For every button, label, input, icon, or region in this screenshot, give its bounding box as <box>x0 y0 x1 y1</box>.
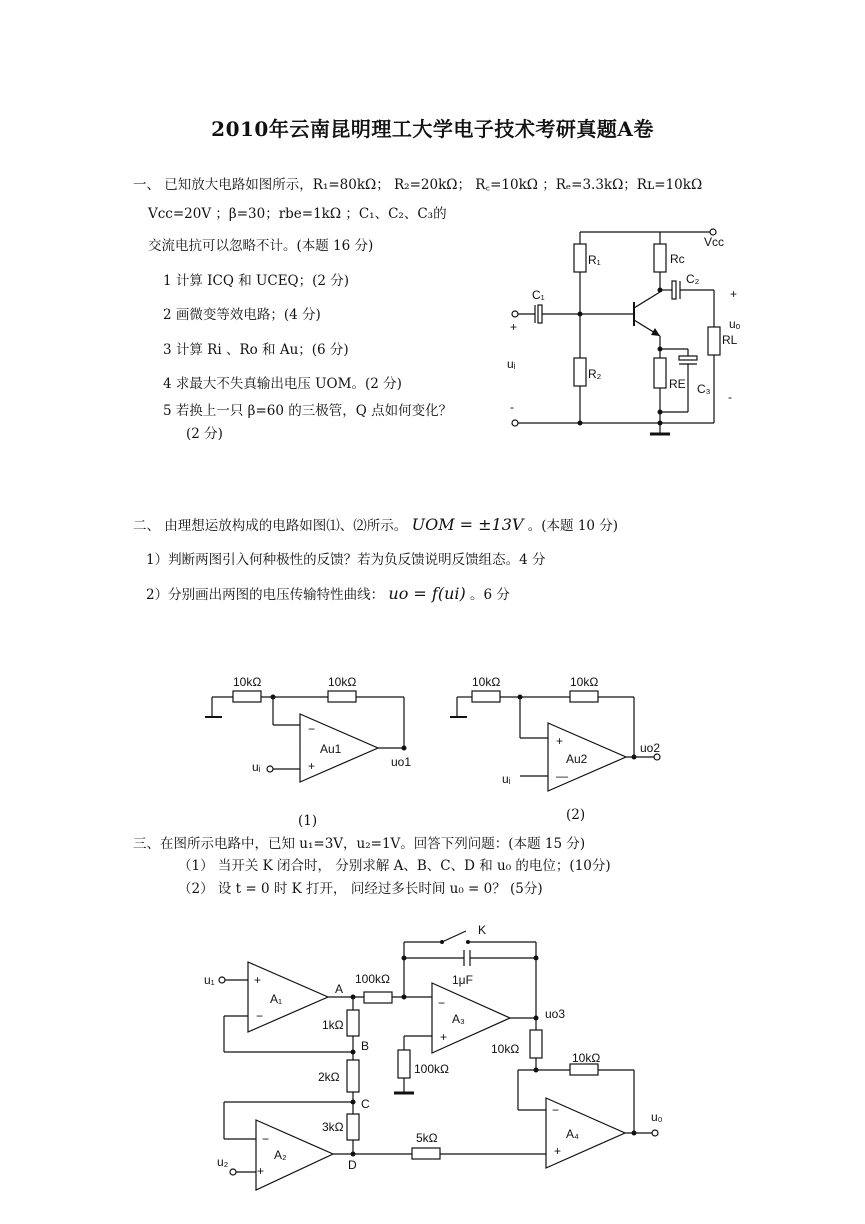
fig1-minus: − <box>308 722 316 736</box>
fig2-r-left-label: 10kΩ <box>472 675 501 689</box>
label-ui: uᵢ <box>507 357 516 371</box>
fig2-amp-label: Au2 <box>566 752 588 766</box>
label-rl: RL <box>722 333 738 347</box>
label-in-minus: - <box>510 400 514 414</box>
fig1-input-label: uᵢ <box>252 760 261 774</box>
q1-item-3: 3 计算 Ri 、Ro 和 Au；(6 分) <box>163 342 349 358</box>
label-r1: R₁ <box>588 253 601 267</box>
q2-line1b: 。(本题 10 分) <box>527 518 619 534</box>
label-r3k: 3kΩ <box>322 1120 344 1134</box>
q1-item-5: 5 若换上一只 β=60 的三极管，Q 点如何变化？ <box>163 403 453 419</box>
fig2-r-left <box>472 691 500 702</box>
label-a2: A₂ <box>274 1148 287 1162</box>
a1-plus: + <box>254 973 262 987</box>
paper-title: 2010年云南昆明理工大学电子技术考研真题A卷 <box>211 117 654 141</box>
label-c3: C₃ <box>697 382 711 396</box>
fig2-minus: — <box>556 769 568 783</box>
q3-circuit <box>204 923 663 1190</box>
fig2-r-right-label: 10kΩ <box>570 675 599 689</box>
q1-line1: 一、 已知放大电路如图所示，R₁=80kΩ； R₂=20kΩ； R꜀=10kΩ ；Rₑ=3.3kΩ；Rʟ=10kΩ <box>133 177 703 193</box>
node-b: B <box>361 1039 370 1053</box>
rl-resistor <box>708 327 720 355</box>
q1-item-5-cont: (2 分) <box>186 426 223 442</box>
fig1-amp-label: Au1 <box>320 742 342 756</box>
a2-plus: + <box>257 1164 265 1178</box>
r-3k <box>347 1114 359 1140</box>
fig2-plus: + <box>556 734 564 748</box>
a3-plus: + <box>440 1030 448 1044</box>
q2-formula-transfer: uo = f(ui) <box>388 584 466 603</box>
a3-minus: − <box>438 996 446 1010</box>
label-u2: u₂ <box>217 1155 229 1169</box>
r-10k-a <box>530 1030 542 1058</box>
fig1-r-right <box>328 691 356 702</box>
fig1-output-label: uo1 <box>391 755 412 769</box>
q3-line3: （2） 设 t = 0 时 K 打开， 问经过多长时间 u₀ = 0？ (5分) <box>178 881 543 897</box>
c3-capacitor <box>679 356 697 360</box>
label-r10k-b: 10kΩ <box>572 1051 601 1065</box>
label-r100k: 100kΩ <box>355 972 390 986</box>
a2-minus: − <box>262 1132 270 1146</box>
fig1-plus: + <box>308 759 316 773</box>
q3-line1: 三、在图所示电路中，已知 u₁=3V，u₂=1V。回答下列问题：(本题 15 分) <box>133 836 586 852</box>
q2-formula-uom: UOM = ±13V <box>411 515 524 534</box>
r-100k-gnd <box>398 1050 410 1078</box>
label-cap: 1μF <box>452 973 473 987</box>
rc-resistor <box>654 244 666 272</box>
label-r100k-gnd: 100kΩ <box>414 1062 449 1076</box>
label-a1: A₁ <box>270 992 283 1006</box>
q2-fig2-caption: (2) <box>566 807 586 823</box>
label-r10k-a: 10kΩ <box>491 1042 520 1056</box>
q2-line2: 1）判断两图引入何种极性的反馈？若为负反馈说明反馈组态。4 分 <box>146 552 546 568</box>
q2-figure-2 <box>450 675 660 791</box>
q1-item-1: 1 计算 ICQ 和 UCEQ；(2 分) <box>163 273 350 289</box>
label-c1: C₁ <box>532 288 545 302</box>
a4-plus: + <box>554 1144 562 1158</box>
label-r2: R₂ <box>588 367 602 381</box>
q2-fig1-caption: (1) <box>298 813 318 829</box>
q2-line3a: 2）分别画出两图的电压传输特性曲线： <box>146 587 385 603</box>
label-c2: C₂ <box>686 272 700 286</box>
switch-k: K <box>478 923 487 937</box>
label-r2k: 2kΩ <box>318 1070 340 1084</box>
q3-line2: （1） 当开关 K 闭合时， 分别求解 A、B、C、D 和 u₀ 的电位；(10分) <box>178 858 611 874</box>
q1-line2: Vcc=20V ；β=30；rbe=1kΩ ；C₁、C₂、C₃的 <box>148 206 447 222</box>
q2-line3b: 。6 分 <box>470 587 510 603</box>
label-out-minus: - <box>728 390 732 404</box>
a4-minus: − <box>552 1103 560 1117</box>
label-u1: u₁ <box>204 973 215 987</box>
fig2-output-label: uo2 <box>640 741 661 755</box>
r-10k-b <box>570 1064 598 1075</box>
c1-capacitor <box>538 305 542 323</box>
node-d: D <box>348 1158 357 1172</box>
q2-figure-1 <box>205 675 411 782</box>
node-a: A <box>335 982 344 996</box>
label-r1k: 1kΩ <box>322 1018 344 1032</box>
q2-line1a: 二、 由理想运放构成的电路如图⑴、⑵所示。 <box>133 518 408 534</box>
label-r5k: 5kΩ <box>416 1131 438 1145</box>
r-100k <box>364 992 392 1003</box>
q1-item-2: 2 画微变等效电路；(4 分) <box>163 307 321 323</box>
label-a3: A₃ <box>452 1012 465 1026</box>
fig1-r-right-label: 10kΩ <box>328 675 357 689</box>
fig1-r-left-label: 10kΩ <box>233 675 262 689</box>
re-resistor <box>654 358 666 388</box>
fig2-r-right <box>570 691 598 702</box>
q1-amplifier-circuit <box>507 229 741 434</box>
label-uo3: uo3 <box>545 1007 566 1021</box>
label-re: RE <box>669 377 686 391</box>
label-in-plus: + <box>510 320 518 334</box>
q1-line3: 交流电抗可以忽略不计。(本题 16 分) <box>148 238 374 254</box>
r-5k <box>412 1148 440 1159</box>
r-2k <box>347 1060 359 1092</box>
label-vcc: Vcc <box>704 235 725 249</box>
r2-resistor <box>574 358 586 386</box>
node-c: C <box>361 1097 370 1111</box>
a1-minus: − <box>256 1009 264 1023</box>
label-uo: uₒ <box>729 317 741 331</box>
label-rc: Rc <box>670 252 685 266</box>
label-u0: u₀ <box>651 1110 663 1124</box>
c2-capacitor <box>672 281 676 299</box>
q1-item-4: 4 求最大不失真输出电压 UOM。(2 分) <box>163 376 402 392</box>
fig1-r-left <box>233 691 261 702</box>
r-1k <box>347 1010 359 1036</box>
label-a4: A₄ <box>566 1127 579 1141</box>
r1-resistor <box>574 244 586 272</box>
fig2-input-label: uᵢ <box>502 772 511 786</box>
label-out-plus: + <box>730 287 738 301</box>
